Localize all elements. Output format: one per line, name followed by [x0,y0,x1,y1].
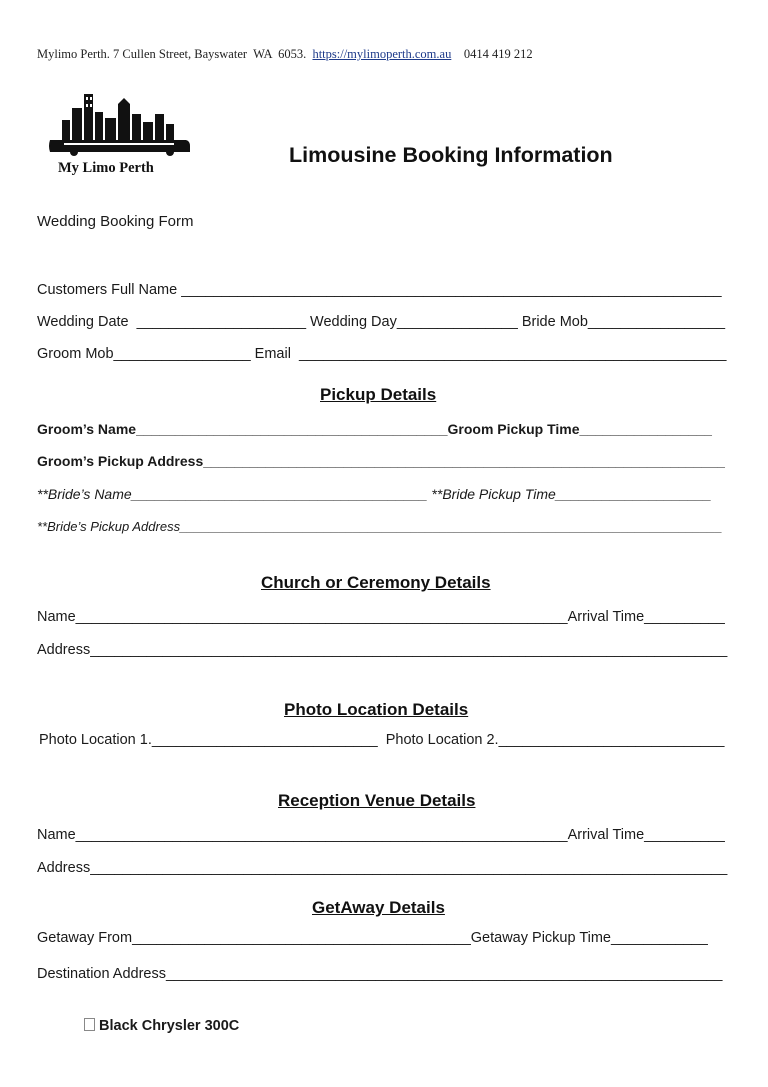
wedding-date-row[interactable]: Wedding Date _____________________ Wedding Day_______________ Bride Mob_________________ [37,314,726,330]
pickup-heading: Pickup Details [320,385,437,404]
logo [46,94,194,178]
destination-address-field[interactable]: Destination Address_____________________________________________________________________ [37,966,723,982]
letterhead [37,47,533,62]
photo-heading: Photo Location Details [284,700,469,719]
church-heading: Church or Ceremony Details [261,573,491,592]
photo-location-fields[interactable]: Photo Location 1.____________________________ Photo Location 2.____________________________ [39,732,725,748]
logo-text: My Limo Perth [58,160,154,176]
form-subtitle: Wedding Booking Form [37,213,194,230]
getaway-from-field[interactable]: Getaway From__________________________________________Getaway Pickup Time____________ [37,930,708,946]
customer-name-field[interactable]: Customers Full Name ___________________________________________________________________ [37,282,722,298]
website-link[interactable]: https://mylimoperth.com.au [312,47,452,61]
groom-name-field[interactable]: Groom’s Name________________________________________Groom Pickup Time_________________ [37,421,712,437]
reception-heading: Reception Venue Details [278,791,476,810]
church-address-field[interactable]: Address_______________________________________________________________________________ [37,642,728,658]
reception-name-field[interactable]: Name_____________________________________________________________Arrival Time__________ [37,827,725,843]
groom-address-field[interactable]: Groom’s Pickup Address___________________________________________________________________ [37,453,725,469]
bride-address-field[interactable]: **Bride’s Pickup Address___________________________________________________________________________ [37,519,723,534]
page-title: Limousine Booking Information [289,143,613,167]
bride-name-field[interactable]: **Bride’s Name______________________________________ **Bride Pickup Time____________________ [37,486,712,502]
car-option[interactable] [84,1018,239,1034]
getaway-heading: GetAway Details [312,898,445,917]
groom-contact-row[interactable]: Groom Mob_________________ Email _____________________________________________________ [37,346,727,362]
business-address: Mylimo Perth. 7 Cullen Street, Bayswater WA 6053. [37,47,307,61]
car-checkbox[interactable] [84,1018,95,1031]
business-phone: 0414 419 212 [463,47,533,61]
church-name-field[interactable]: Name_____________________________________________________________Arrival Time__________ [37,609,725,625]
car-option-label: Black Chrysler 300C [99,1018,240,1034]
reception-address-field[interactable]: Address_______________________________________________________________________________ [37,860,728,876]
